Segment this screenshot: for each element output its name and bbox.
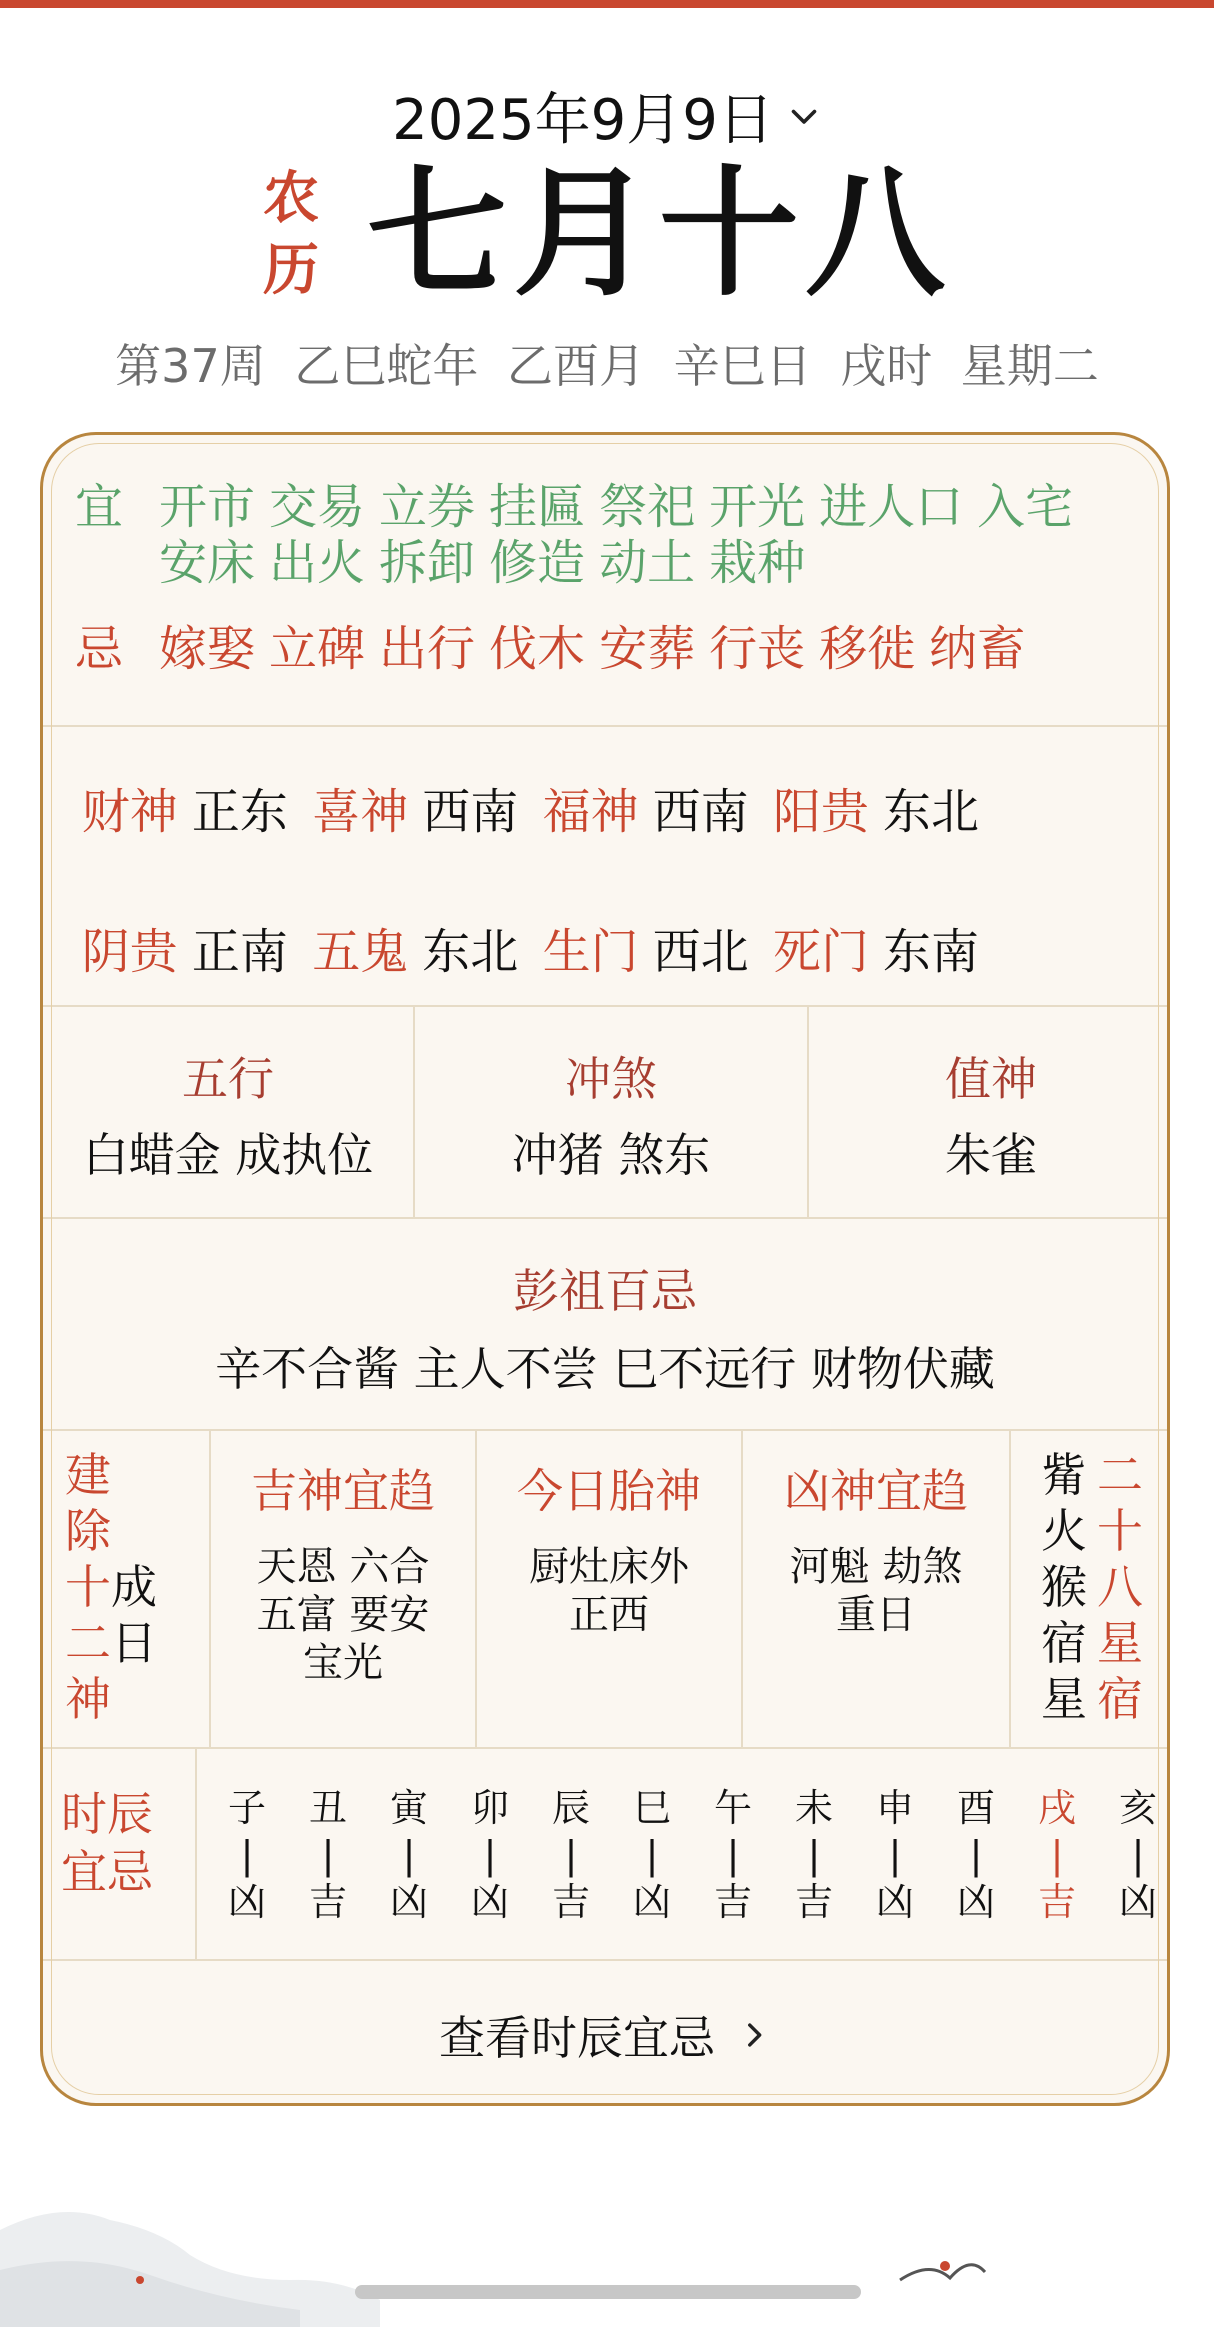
lunar-date: 七月十八	[366, 153, 951, 316]
hour-separator: |	[321, 1833, 335, 1877]
taishen-title: 今日胎神	[517, 1464, 701, 1518]
solar-date[interactable]: 2025年9月9日	[392, 88, 774, 153]
view-hours-button[interactable]	[43, 1961, 1167, 2106]
pengzu-title: 彭祖百忌	[513, 1264, 697, 1318]
direction-value: 西南	[422, 784, 519, 840]
hour-result: 凶	[1118, 1880, 1157, 1924]
direction-item	[312, 913, 518, 982]
hour-branch: 申	[875, 1786, 914, 1830]
hour-result: 凶	[227, 1880, 266, 1924]
hour-separator: |	[807, 1833, 821, 1877]
hour-result: 吉	[308, 1880, 347, 1924]
taishen-cell	[475, 1431, 741, 1747]
direction-value: 东南	[883, 924, 980, 980]
hour-result: 吉	[1037, 1880, 1076, 1924]
hour-branch: 亥	[1118, 1786, 1157, 1830]
date-header	[0, 80, 1214, 152]
vertical-char: 猴	[1041, 1560, 1087, 1614]
hour-branch: 酉	[956, 1786, 995, 1830]
xiu-value	[1041, 1447, 1087, 1747]
chevron-down-icon[interactable]	[786, 98, 822, 134]
ji-item: 伐木	[489, 621, 586, 677]
hour-result: 凶	[470, 1880, 509, 1924]
direction-item	[543, 773, 749, 842]
vertical-char: 除	[65, 1504, 111, 1558]
shen-section	[43, 1431, 1167, 1749]
hour-separator: |	[240, 1833, 254, 1877]
jishen-title: 吉神宜趋	[251, 1464, 435, 1518]
hour-result: 凶	[956, 1880, 995, 1924]
hour-item[interactable]	[298, 1785, 358, 1925]
hours-label-line: 时辰	[61, 1787, 153, 1841]
jishen-value: 天恩 六合 五富 要安 宝光	[256, 1544, 430, 1686]
yi-item: 修造	[489, 535, 586, 591]
yi-item: 栽种	[709, 535, 806, 591]
yi-item: 交易	[269, 479, 366, 535]
direction-item	[82, 913, 288, 982]
hour-separator: |	[564, 1833, 578, 1877]
direction-god: 福神	[542, 784, 639, 840]
hours-section	[43, 1749, 1167, 1961]
direction-value: 东北	[422, 924, 519, 980]
almanac-card	[40, 432, 1170, 2106]
hour-result: 凶	[875, 1880, 914, 1924]
vertical-char: 觜	[1041, 1448, 1087, 1502]
hour-separator: |	[969, 1833, 983, 1877]
vertical-char: 十	[65, 1560, 111, 1614]
vertical-char: 宿	[1041, 1616, 1087, 1670]
hour-result: 凶	[632, 1880, 671, 1924]
direction-value: 西南	[652, 784, 749, 840]
hour-item[interactable]	[784, 1785, 844, 1925]
yi-item: 入宅	[977, 479, 1074, 535]
hour-item[interactable]	[1108, 1785, 1168, 1925]
direction-value: 正南	[191, 924, 288, 980]
hour-separator: |	[726, 1833, 740, 1877]
xiongshen-cell	[741, 1431, 1009, 1747]
hour-item[interactable]	[703, 1785, 763, 1925]
hour-result: 凶	[389, 1880, 428, 1924]
trio-section	[43, 1007, 1167, 1219]
ink-landscape-illustration	[0, 2160, 1214, 2327]
hour-item[interactable]	[217, 1785, 277, 1925]
ji-item: 纳畜	[929, 621, 1026, 677]
hour-branch: 午	[713, 1786, 752, 1830]
ji-label: 忌	[75, 621, 124, 677]
chongsha-title: 冲煞	[565, 1052, 657, 1106]
vertical-char: 十	[1097, 1504, 1143, 1558]
hour-branch: 子	[227, 1786, 266, 1830]
taishen-value: 厨灶床外正西	[529, 1544, 689, 1638]
hour-item[interactable]	[379, 1785, 439, 1925]
vertical-char: 八	[1097, 1560, 1143, 1614]
lunar-tag-char: 农	[262, 166, 319, 231]
yi-item: 祭祀	[599, 479, 696, 535]
yi-item: 开光	[709, 479, 806, 535]
direction-value: 西北	[652, 924, 749, 980]
hours-label	[43, 1749, 197, 1959]
ji-item: 行丧	[709, 621, 806, 677]
yi-item: 动土	[599, 535, 696, 591]
yi-item: 进人口	[819, 479, 964, 535]
xiu-cell	[1009, 1431, 1170, 1747]
direction-god: 生门	[542, 924, 639, 980]
direction-god: 五鬼	[312, 924, 409, 980]
vertical-char: 神	[65, 1672, 111, 1726]
direction-item	[312, 773, 518, 842]
direction-god: 阴贵	[81, 924, 178, 980]
hours-label-line: 宜忌	[61, 1845, 153, 1899]
hour-branch: 卯	[470, 1786, 509, 1830]
hour-item[interactable]	[1027, 1785, 1087, 1925]
hour-result: 吉	[794, 1880, 833, 1924]
vertical-char: 成	[111, 1560, 157, 1614]
top-accent-bar	[0, 0, 1214, 8]
ji-item: 嫁娶	[159, 621, 256, 677]
ji-item: 出行	[379, 621, 476, 677]
hour-branch: 丑	[308, 1786, 347, 1830]
direction-god: 喜神	[312, 784, 409, 840]
hour-branch: 巳	[632, 1786, 671, 1830]
lunar-tag	[263, 163, 319, 307]
direction-god: 死门	[773, 924, 870, 980]
hour-branch: 辰	[551, 1786, 590, 1830]
ji-item: 安葬	[599, 621, 696, 677]
hour-separator: |	[888, 1833, 902, 1877]
jishen-cell	[209, 1431, 475, 1747]
direction-item	[773, 913, 979, 982]
hour-item[interactable]	[541, 1785, 601, 1925]
hour-item[interactable]	[622, 1785, 682, 1925]
chongsha-value: 冲猪 煞东	[511, 1128, 711, 1182]
direction-item	[82, 773, 288, 842]
wuxing-title: 五行	[182, 1052, 274, 1106]
yi-items	[159, 479, 1139, 591]
vertical-char: 星	[1097, 1616, 1143, 1670]
yi-item: 安床	[159, 535, 256, 591]
chevron-right-icon[interactable]	[737, 2018, 771, 2052]
hour-branch: 寅	[389, 1786, 428, 1830]
ji-item: 立碑	[269, 621, 366, 677]
hour-item[interactable]	[946, 1785, 1006, 1925]
vertical-char: 星	[1041, 1672, 1087, 1726]
date-details: 第37周 乙巳蛇年 乙酉月 辛巳日 戌时 星期二	[115, 339, 1099, 393]
yi-item: 开市	[159, 479, 256, 535]
view-hours-label[interactable]: 查看时辰宜忌	[439, 2011, 715, 2065]
hour-separator: |	[1050, 1833, 1064, 1877]
vertical-char: 建	[65, 1448, 111, 1502]
hour-result: 吉	[713, 1880, 752, 1924]
direction-item	[543, 913, 749, 982]
pengzu-value: 辛不合酱 主人不尝 巳不远行 财物伏藏	[215, 1342, 995, 1396]
hour-separator: |	[1131, 1833, 1145, 1877]
yi-label: 宜	[75, 479, 124, 535]
yi-item: 挂匾	[489, 479, 586, 535]
pengzu-section	[43, 1219, 1167, 1431]
hour-separator: |	[483, 1833, 497, 1877]
yi-ji-section	[43, 435, 1167, 727]
direction-god: 财神	[81, 784, 178, 840]
vertical-char: 宿	[1097, 1672, 1143, 1726]
date-selector[interactable]	[0, 80, 1214, 152]
chongsha-cell	[413, 1007, 807, 1217]
zhishen-cell	[807, 1007, 1170, 1217]
xiu-label	[1097, 1447, 1143, 1747]
vertical-char: 二	[65, 1616, 111, 1670]
vertical-char: 二	[1097, 1448, 1143, 1502]
xiongshen-title: 凶神宜趋	[784, 1464, 968, 1518]
yi-item: 拆卸	[379, 535, 476, 591]
hour-branch: 未	[794, 1786, 833, 1830]
lunar-tag-char: 历	[262, 238, 319, 303]
zhishen-value: 朱雀	[945, 1128, 1037, 1182]
yi-item: 出火	[269, 535, 366, 591]
direction-value: 东北	[883, 784, 980, 840]
hour-separator: |	[645, 1833, 659, 1877]
wuxing-value: 白蜡金 成执位	[82, 1128, 374, 1182]
hour-result: 吉	[551, 1880, 590, 1924]
vertical-char: 火	[1041, 1504, 1087, 1558]
ji-items	[159, 621, 1139, 677]
yi-row	[75, 479, 1139, 591]
direction-god: 阳贵	[773, 784, 870, 840]
jianchu-cell	[43, 1431, 209, 1747]
vertical-char: 日	[111, 1616, 157, 1670]
direction-item	[773, 773, 979, 842]
directions-section	[43, 727, 1167, 1007]
ji-item: 移徙	[819, 621, 916, 677]
hour-item[interactable]	[460, 1785, 520, 1925]
direction-value: 正东	[191, 784, 288, 840]
zhishen-title: 值神	[945, 1052, 1037, 1106]
hour-branch: 戌	[1037, 1786, 1076, 1830]
wuxing-cell	[43, 1007, 413, 1217]
hour-separator: |	[402, 1833, 416, 1877]
xiongshen-value: 河魁 劫煞 重日	[789, 1544, 963, 1638]
ji-row	[75, 621, 1139, 677]
lunar-date-block	[0, 153, 1214, 316]
hour-item[interactable]	[865, 1785, 925, 1925]
jianchu-value	[111, 1559, 157, 1747]
home-indicator[interactable]	[355, 2285, 861, 2299]
jianchu-label	[65, 1447, 111, 1747]
yi-item: 立券	[379, 479, 476, 535]
